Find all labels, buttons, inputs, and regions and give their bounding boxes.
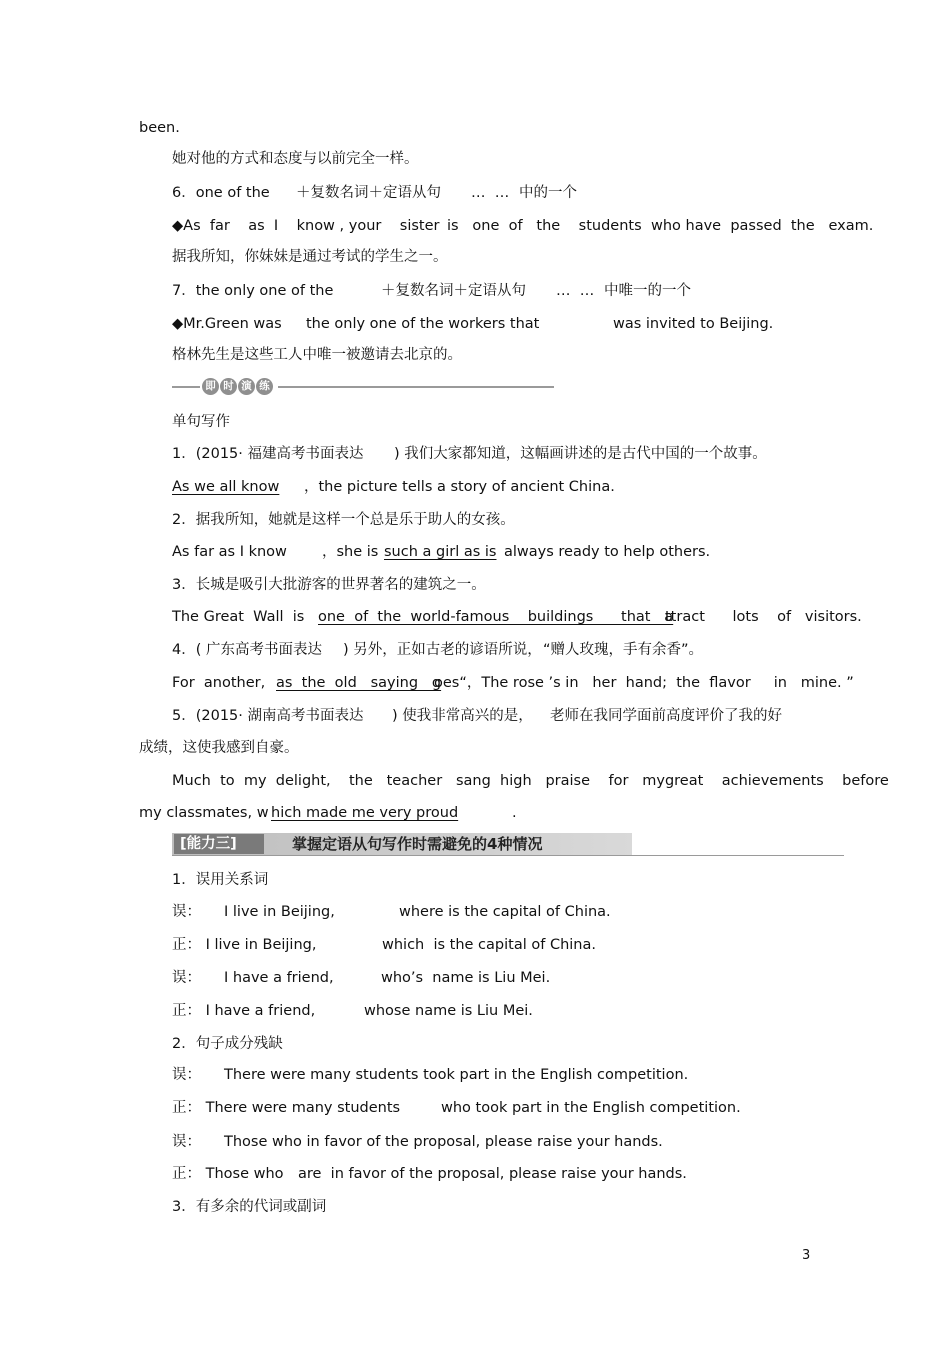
text-line: For another, xyxy=(172,675,266,691)
text-line: 中唯一的一个 xyxy=(604,283,691,299)
section-header-rule xyxy=(172,855,844,856)
text-line: 4．( 广东高考书面表达 xyxy=(172,642,322,658)
text-line: 2．句子成分残缺 xyxy=(172,1036,283,1052)
text-line: ◆Mr.Green was xyxy=(172,316,282,332)
text-line: ) 我们大家都知道，这幅画讲述的是古代中国的一个故事。 xyxy=(394,446,767,462)
text-line: 误： xyxy=(172,1067,201,1083)
text-line: . xyxy=(512,805,517,821)
banner-rule-right xyxy=(278,386,554,388)
text-line: 1．(2015· 福建高考书面表达 xyxy=(172,446,364,462)
text-line: 老师在我同学面前高度评价了我的好 xyxy=(550,708,782,724)
text-line: ) 另外，正如古老的谚语所说， xyxy=(343,642,542,658)
answer-blank: such a girl as is xyxy=(384,544,497,560)
text-line: 6．one of the xyxy=(172,185,270,201)
text-line: 2．据我所知，她就是这样一个总是乐于助人的女孩。 xyxy=(172,512,515,528)
text-line: is one of the students xyxy=(447,218,642,234)
text-line: As far as I know xyxy=(172,544,287,560)
text-line: 3．有多余的代词或副词 xyxy=(172,1199,327,1215)
text-line: There were many students took part in the English competition. xyxy=(224,1067,689,1083)
text-line: 格林先生是这些工人中唯一被邀请去北京的。 xyxy=(172,347,462,363)
text-line: who took part in the English competition. xyxy=(441,1100,741,1116)
section-title: 掌握定语从句写作时需避免的4种情况 xyxy=(292,835,543,853)
text-line: Those who in favor of the proposal, please raise your hands. xyxy=(224,1134,663,1150)
text-line: 中的一个 xyxy=(519,185,577,201)
page-number: 3 xyxy=(802,1248,811,1263)
answer-blank: one of the world-famous buildings that a xyxy=(318,609,674,625)
text-line: 成绩，这使我感到自豪。 xyxy=(139,740,299,756)
banner-char: 演 xyxy=(238,378,255,395)
text-line: ＋复数名词＋定语从句 xyxy=(296,185,441,201)
banner-char: 时 xyxy=(220,378,237,395)
text-line: which is the capital of China. xyxy=(382,937,596,953)
text-line: 正： I live in Beijing, xyxy=(172,937,317,953)
text-line: 误： xyxy=(172,1134,201,1150)
answer-blank: As we all know xyxy=(172,479,280,495)
text-line: 1．误用关系词 xyxy=(172,872,269,888)
text-line: … … xyxy=(556,283,595,299)
text-line: ＋复数名词＋定语从句 xyxy=(381,283,526,299)
text-line: the teacher sang high praise for mygreat achievements before xyxy=(349,773,889,789)
text-line: I live in Beijing, xyxy=(224,904,335,920)
text-line: 3．长城是吸引大批游客的世界著名的建筑之一。 xyxy=(172,577,486,593)
text-line: 7．the only one of the xyxy=(172,283,334,299)
text-line: 误： xyxy=(172,970,201,986)
text-line: “赠人玫瑰，手有余香”。 xyxy=(543,642,704,658)
text-line: ttract lots of visitors. xyxy=(665,609,862,625)
text-line: the only one of the workers that xyxy=(306,316,540,332)
text-line: always ready to help others. xyxy=(504,544,711,560)
text-line: I have a friend, xyxy=(224,970,334,986)
text-line: been. xyxy=(139,120,180,136)
text-line: 她对他的方式和态度与以前完全一样。 xyxy=(172,151,419,167)
text-line: ，she is xyxy=(322,544,379,560)
text-line: … … xyxy=(471,185,510,201)
section-header xyxy=(172,833,844,857)
text-line: was invited to Beijing. xyxy=(613,316,774,332)
text-line: who have passed the exam. xyxy=(651,218,874,234)
text-line: 正： Those who xyxy=(172,1166,284,1182)
text-line: ，the picture tells a story of ancient China. xyxy=(304,479,615,495)
banner-char: 练 xyxy=(256,378,273,395)
text-line: Much to my delight, xyxy=(172,773,331,789)
text-line: whose name is Liu Mei. xyxy=(364,1003,533,1019)
banner-char: 即 xyxy=(202,378,219,395)
text-line: 正： I have a friend, xyxy=(172,1003,316,1019)
text-line: my classmates, w xyxy=(139,805,269,821)
text-line: 5．(2015· 湖南高考书面表达 xyxy=(172,708,364,724)
text-line: are in favor of the proposal, please raise your hands. xyxy=(298,1166,687,1182)
answer-blank: hich made me very proud xyxy=(271,805,459,821)
text-line: 单句写作 xyxy=(172,414,230,430)
text-line: who’s name is Liu Mei. xyxy=(381,970,551,986)
text-line: 据我所知，你妹妹是通过考试的学生之一。 xyxy=(172,249,448,265)
text-line: ) 使我非常高兴的是， xyxy=(392,708,533,724)
text-line: 正： There were many students xyxy=(172,1100,401,1116)
answer-blank: as the old saying g xyxy=(276,675,442,691)
text-line: 误： xyxy=(172,904,201,920)
banner-rule-left xyxy=(172,386,200,388)
section-tag: [能力三] xyxy=(174,834,264,854)
text-line: The Great Wall is xyxy=(172,609,305,625)
text-line: where is the capital of China. xyxy=(399,904,611,920)
practice-banner xyxy=(172,376,554,398)
text-line: oes“，The rose ’s in her hand; the flavor in mine. ” xyxy=(434,675,854,691)
text-line: ◆As far as I know , your sister xyxy=(172,218,440,234)
